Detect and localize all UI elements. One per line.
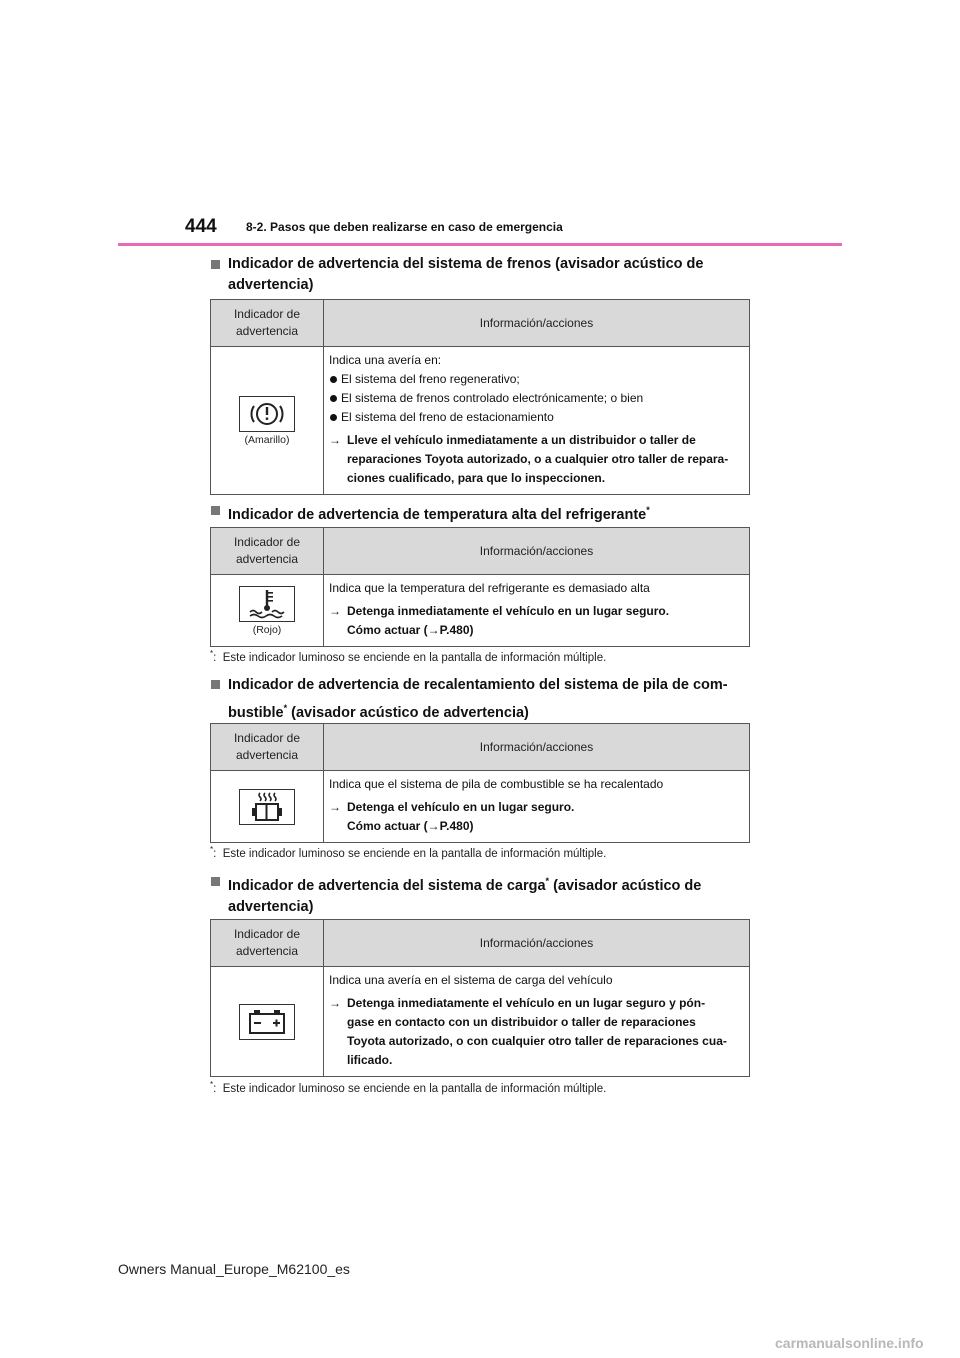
icon-color-caption: (Amarillo) — [244, 433, 290, 446]
info-cell — [324, 771, 750, 843]
coolant-warning-table — [210, 527, 750, 647]
list-item: El sistema del freno regenerativo; — [329, 370, 745, 389]
footnote: *: Este indicador luminoso se enciende en la pantalla de información múltiple. — [210, 845, 607, 860]
coolant-temperature-icon — [239, 586, 295, 622]
info-cell — [324, 967, 750, 1077]
column-header-indicator: Indicador de advertencia — [211, 724, 324, 771]
indicator-cell — [211, 347, 324, 495]
arrow-icon: → — [329, 433, 341, 447]
footnote-text: Este indicador luminoso se enciende en la pantalla de información múltiple. — [222, 651, 607, 664]
fuel-cell-overheat-icon — [239, 789, 295, 825]
section-heading-charging — [211, 871, 748, 918]
header-rule — [118, 243, 842, 246]
action-line: Detenga el vehículo en un lugar seguro. — [347, 800, 575, 814]
heading-text: advertencia) — [228, 898, 314, 915]
running-head: 8-2. Pasos que deben realizarse en caso de emergencia — [246, 220, 563, 234]
action-line: Cómo actuar (→P.480) — [347, 623, 474, 637]
heading-text: (avisador acústico de — [549, 877, 702, 894]
info-cell — [324, 575, 750, 647]
column-header-indicator: Indicador de advertencia — [211, 528, 324, 575]
footnote: *: Este indicador luminoso se enciende en la pantalla de información múltiple. — [210, 649, 607, 664]
column-header-indicator: Indicador de advertencia — [211, 920, 324, 967]
square-bullet-icon — [211, 506, 220, 515]
action-instruction — [329, 798, 745, 836]
footnote-mark: * — [210, 1080, 214, 1089]
fuel-cell-warning-table — [210, 723, 750, 843]
action-line: ciones cualificado, para que lo inspeccionen. — [347, 471, 606, 485]
square-bullet-icon — [211, 260, 220, 269]
list-item: El sistema de frenos controlado electrónicamente; o bien — [329, 389, 745, 408]
arrow-icon: → — [329, 604, 341, 618]
indicator-cell — [211, 575, 324, 647]
action-line: Cómo actuar (→P.480) — [347, 819, 474, 833]
action-line: Lleve el vehículo inmediatamente a un distribuidor o taller de — [347, 433, 696, 447]
footnote-text: Este indicador luminoso se enciende en la pantalla de información múltiple. — [222, 1082, 607, 1095]
arrow-icon: → — [329, 996, 341, 1010]
indicator-cell — [211, 967, 324, 1077]
column-header-indicator: Indicador de advertencia — [211, 300, 324, 347]
info-intro: Indica que la temperatura del refrigerante es demasiado alta — [329, 581, 650, 595]
heading-text: Indicador de advertencia del sistema de frenos (avisador acústico de advertencia) — [228, 256, 704, 293]
info-intro: Indica una avería en el sistema de carga del vehículo — [329, 973, 613, 987]
info-cell — [324, 347, 750, 495]
section-heading-brake — [211, 254, 748, 296]
column-header-info: Información/acciones — [324, 920, 750, 967]
column-header-info: Información/acciones — [324, 300, 750, 347]
action-line: Detenga inmediatamente el vehículo en un lugar seguro. — [347, 604, 670, 618]
watermark: carmanualsonline.info — [775, 1335, 924, 1351]
column-header-info: Información/acciones — [324, 528, 750, 575]
action-line: Detenga inmediatamente el vehículo en un lugar seguro y pón- — [347, 996, 706, 1010]
footnote-mark: * — [210, 649, 214, 658]
footnote-text: Este indicador luminoso se enciende en la pantalla de información múltiple. — [222, 847, 607, 860]
brake-warning-table — [210, 299, 750, 495]
action-line: lificado. — [347, 1053, 393, 1067]
brake-warning-icon — [239, 396, 295, 432]
page-number: 444 — [185, 216, 217, 237]
footnote: *: Este indicador luminoso se enciende en la pantalla de información múltiple. — [210, 1080, 607, 1095]
action-line: Toyota autorizado, o con cualquier otro taller de reparaciones cua- — [347, 1034, 727, 1048]
heading-text: Indicador de advertencia de recalentamiento del sistema de pila de com- — [228, 677, 728, 693]
charging-warning-table — [210, 919, 750, 1077]
action-line: gase en contacto con un distribuidor o taller de reparaciones — [347, 1015, 696, 1029]
action-instruction — [329, 602, 745, 640]
section-heading-coolant — [211, 500, 748, 526]
icon-color-caption: (Rojo) — [252, 623, 282, 636]
action-instruction — [329, 431, 745, 488]
footnote-mark: * — [210, 845, 214, 854]
list-item: El sistema del freno de estacionamiento — [329, 408, 745, 427]
heading-text: Indicador de advertencia del sistema de carga — [228, 877, 546, 894]
square-bullet-icon — [211, 877, 220, 886]
footnote-mark: * — [545, 876, 550, 886]
action-line: reparaciones Toyota autorizado, o a cualquier otro taller de repara- — [347, 452, 729, 466]
document-footer: Owners Manual_Europe_M62100_es — [118, 1261, 350, 1277]
heading-text: Indicador de advertencia de temperatura alta del refrigerante — [228, 506, 647, 523]
arrow-icon: → — [329, 800, 341, 814]
heading-text: (avisador acústico de advertencia) — [287, 704, 529, 721]
indicator-cell — [211, 771, 324, 843]
info-intro: Indica que el sistema de pila de combustible se ha recalentado — [329, 777, 664, 791]
column-header-info: Información/acciones — [324, 724, 750, 771]
action-instruction — [329, 994, 745, 1070]
heading-text: bustible — [228, 704, 284, 721]
battery-charge-icon — [239, 1004, 295, 1040]
section-heading-fuel-cell — [211, 674, 748, 725]
info-intro: Indica una avería en: — [329, 353, 442, 367]
footnote-mark: * — [283, 703, 288, 713]
square-bullet-icon — [211, 680, 220, 689]
footnote-mark: * — [646, 505, 650, 515]
